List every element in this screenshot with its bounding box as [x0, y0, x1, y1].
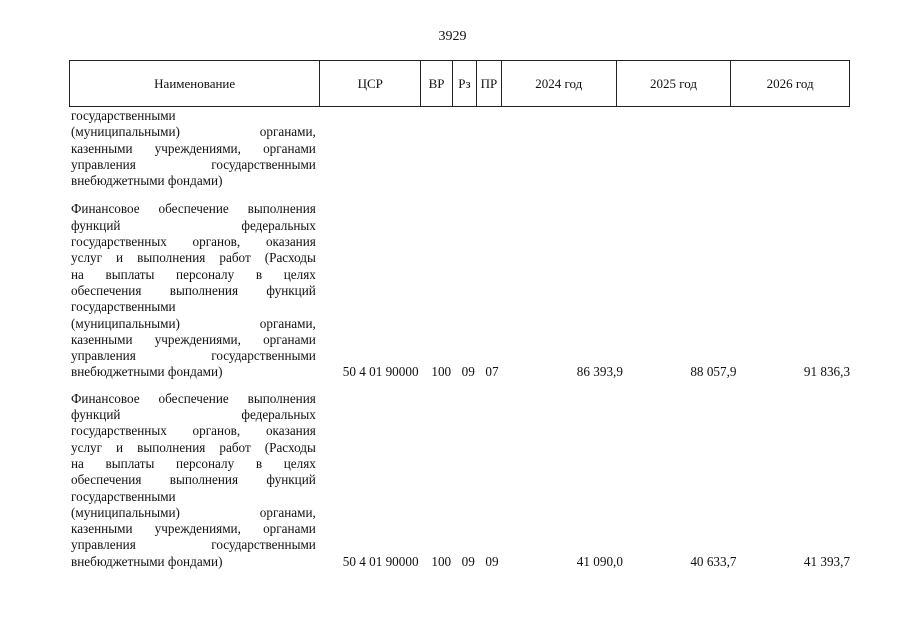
name-line: обеспечения выполнения функций — [71, 282, 316, 298]
name-line: (муниципальными) органами, — [71, 124, 316, 140]
table-body — [71, 108, 850, 580]
cell-2024: 86 393,9 — [576, 364, 623, 380]
name-line: на выплаты персоналу в целях — [71, 266, 316, 282]
table-row — [71, 391, 850, 570]
name-line: внебюджетными фондами) — [71, 364, 223, 380]
name-line: обеспечения выполнения функций — [71, 472, 316, 488]
name-line: на выплаты персоналу в целях — [71, 455, 316, 471]
name-line: функций федеральных — [71, 407, 316, 423]
page-number: 3929 — [438, 29, 467, 44]
header-2025: 2025 год — [617, 61, 732, 106]
name-line: государственных органов, оказания — [71, 234, 316, 250]
name-line: управления государственными — [71, 348, 316, 364]
row-name — [71, 391, 316, 570]
name-line: Финансовое обеспечение выполнения — [71, 390, 316, 406]
cell-vr: 100 — [431, 364, 452, 380]
name-line: внебюджетными фондами) — [71, 173, 223, 189]
table-row — [71, 108, 850, 189]
cell-pr: 09 — [485, 553, 499, 569]
name-line: казенными учреждениями, органами — [71, 140, 316, 156]
name-line: управления государственными — [71, 156, 316, 172]
header-vr: ВР — [421, 61, 453, 106]
table-row — [71, 201, 850, 380]
name-line: государственными — [71, 488, 176, 504]
cell-2026: 91 836,3 — [803, 364, 851, 380]
name-line: внебюджетными фондами) — [71, 553, 223, 569]
header-rz: Рз — [453, 61, 477, 106]
name-line: государственными — [71, 108, 176, 123]
table-header — [69, 60, 850, 107]
cell-2024: 41 090,0 — [576, 553, 623, 569]
header-2026: 2026 год — [766, 75, 814, 91]
name-line: услуг и выполнения работ (Расходы — [71, 250, 316, 266]
cell-2025: 88 057,9 — [690, 364, 737, 380]
name-line: государственными — [71, 299, 176, 315]
name-line: услуг и выполнения работ (Расходы — [71, 439, 316, 455]
header-csr: ЦСР — [320, 61, 421, 106]
name-line: управления государственными — [71, 537, 316, 553]
cell-rz: 09 — [461, 553, 475, 569]
header-name: Наименование — [70, 61, 320, 106]
name-line: казенными учреждениями, органами — [71, 521, 316, 537]
cell-2025: 40 633,7 — [690, 553, 737, 569]
header-pr: ПР — [477, 61, 502, 106]
cell-csr: 50 4 01 90000 — [342, 364, 419, 380]
cell-rz: 09 — [461, 364, 475, 380]
cell-2026: 41 393,7 — [803, 553, 851, 569]
name-line: казенными учреждениями, органами — [71, 331, 316, 347]
cell-vr: 100 — [431, 553, 452, 569]
row-name — [71, 108, 316, 189]
name-line: государственных органов, оказания — [71, 423, 316, 439]
row-name — [71, 201, 316, 380]
name-line: (муниципальными) органами, — [71, 315, 316, 331]
header-2024: 2024 год — [502, 61, 617, 106]
name-line: (муниципальными) органами, — [71, 504, 316, 520]
cell-pr: 07 — [485, 364, 499, 380]
name-line: функций федеральных — [71, 217, 316, 233]
name-line: Финансовое обеспечение выполнения — [71, 201, 316, 217]
cell-csr: 50 4 01 90000 — [342, 553, 419, 569]
